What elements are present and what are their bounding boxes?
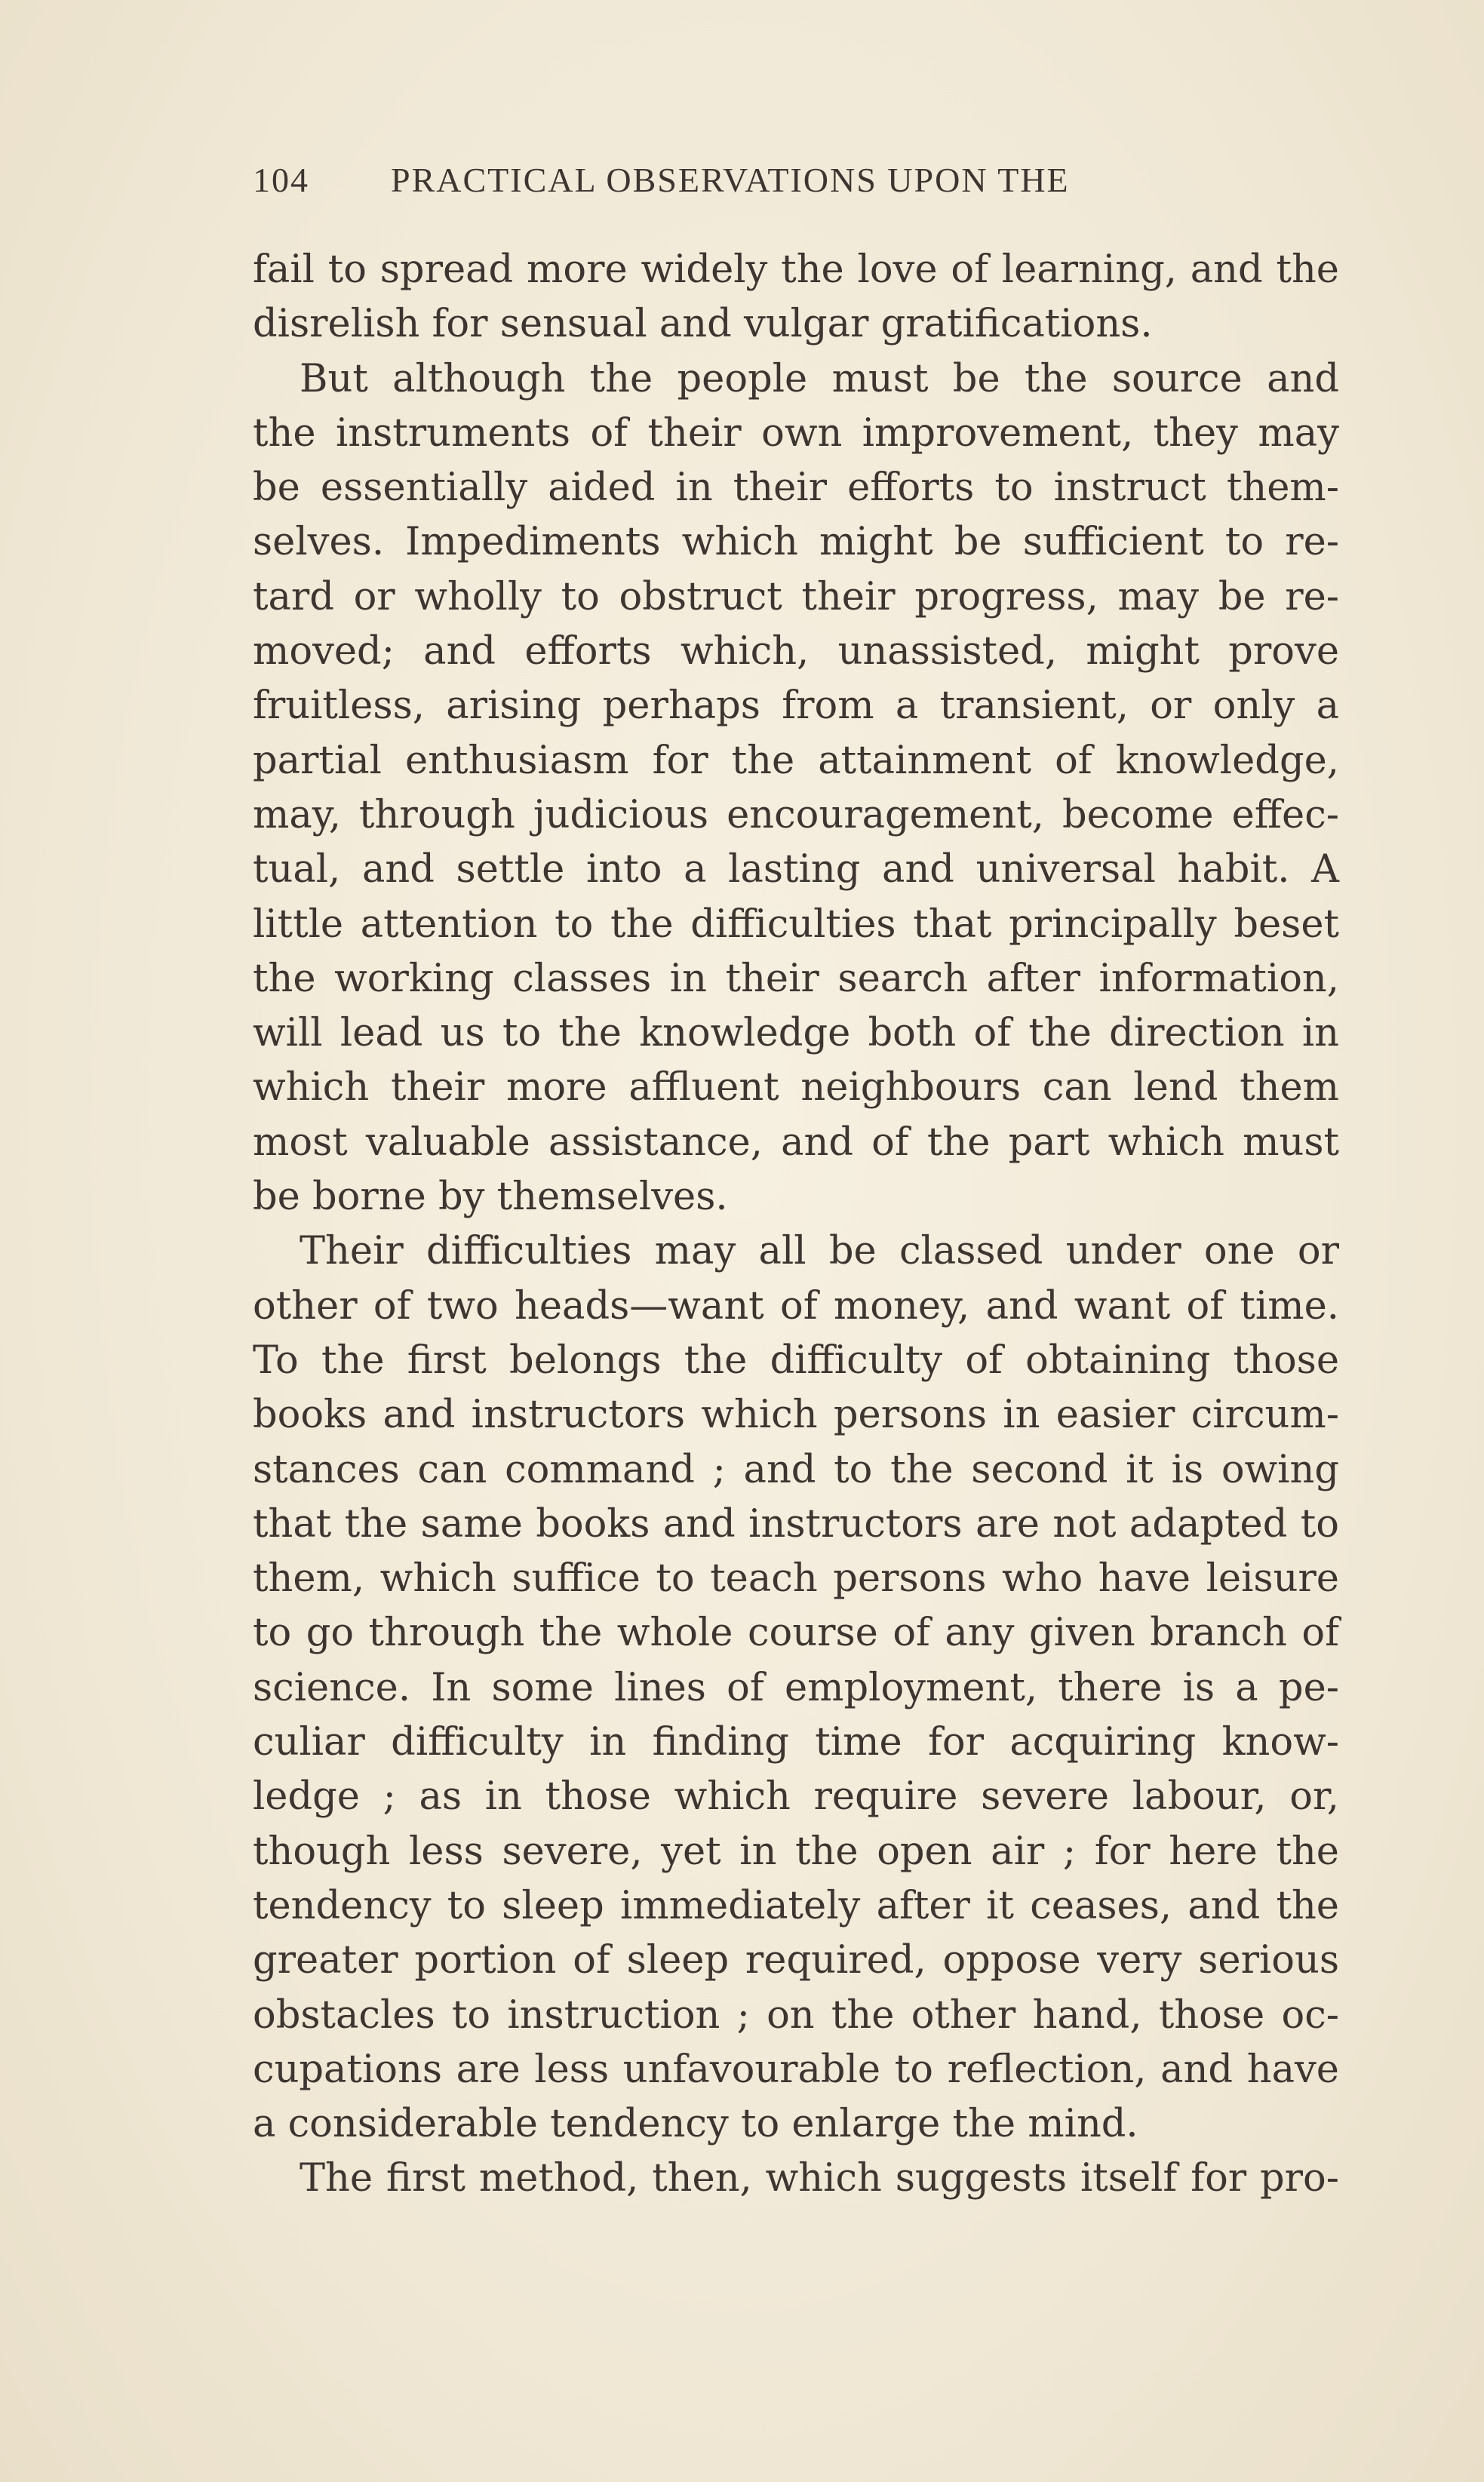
text-line: disrelish for sensual and vulgar gratifications.	[253, 302, 1153, 347]
text-line: partial enthusiasm for the attainment of knowledge,	[253, 738, 1339, 783]
text-line: will lead us to the knowledge both of the direction in	[253, 1011, 1339, 1056]
text-line: may, through judicious encouragement, become effec-	[253, 792, 1339, 837]
text-line: other of two heads—want of money, and want of time.	[253, 1283, 1339, 1329]
running-head: PRACTICAL OBSERVATIONS UPON THE	[391, 161, 1070, 199]
text-line: greater portion of sleep required, oppose very serious	[253, 1938, 1339, 1983]
text-line: tard or wholly to obstruct their progress, may be re-	[253, 574, 1339, 619]
text-line: But although the people must be the source and	[300, 356, 1339, 401]
text-line: that the same books and instructors are not adapted to	[253, 1501, 1339, 1547]
text-line: science. In some lines of employment, there is a pe-	[253, 1665, 1339, 1710]
text-line: tual, and settle into a lasting and universal habit. A	[253, 847, 1339, 892]
text-line: cupations are less unfavourable to reflection, and have	[253, 2047, 1339, 2092]
body-text	[253, 243, 1339, 2207]
text-line: fail to spread more widely the love of learning, and the	[253, 247, 1339, 292]
text-line: to go through the whole course of any given branch of	[253, 1611, 1339, 1656]
text-line: moved; and efforts which, unassisted, might prove	[253, 629, 1339, 674]
text-line: books and instructors which persons in easier circum-	[253, 1393, 1339, 1438]
page-number: 104	[253, 161, 309, 199]
text-line: them, which suffice to teach persons who have leisure	[253, 1556, 1339, 1602]
text-line: be essentially aided in their efforts to instruct them-	[253, 465, 1339, 511]
text-line: stances can command ; and to the second it is owing	[253, 1447, 1339, 1492]
text-line: The first method, then, which suggests itself for pro-	[300, 2156, 1339, 2201]
text-line: selves. Impediments which might be sufficient to re-	[253, 520, 1339, 565]
page-header	[253, 160, 1347, 205]
text-line: the working classes in their search after information,	[253, 956, 1339, 1001]
text-line: fruitless, arising perhaps from a transient, or only a	[253, 683, 1339, 729]
text-line: which their more affluent neighbours can lend them	[253, 1065, 1339, 1110]
text-line: Their difficulties may all be classed under one or	[300, 1229, 1339, 1274]
text-line: most valuable assistance, and of the part which must	[253, 1120, 1339, 1165]
text-line: ledge ; as in those which require severe labour, or,	[253, 1774, 1339, 1820]
text-line: little attention to the difficulties that principally beset	[253, 902, 1339, 947]
text-line: a considerable tendency to enlarge the mind.	[253, 2102, 1138, 2147]
text-line: obstacles to instruction ; on the other hand, those oc-	[253, 1992, 1339, 2038]
text-line: be borne by themselves.	[253, 1175, 728, 1220]
text-line: tendency to sleep immediately after it ceases, and the	[253, 1883, 1339, 1928]
text-line: culiar difficulty in finding time for acquiring know-	[253, 1720, 1339, 1765]
text-line: though less severe, yet in the open air ; for here the	[253, 1829, 1339, 1874]
text-line: the instruments of their own improvement, they may	[253, 410, 1339, 456]
text-line: To the first belongs the difficulty of obtaining those	[253, 1338, 1339, 1383]
